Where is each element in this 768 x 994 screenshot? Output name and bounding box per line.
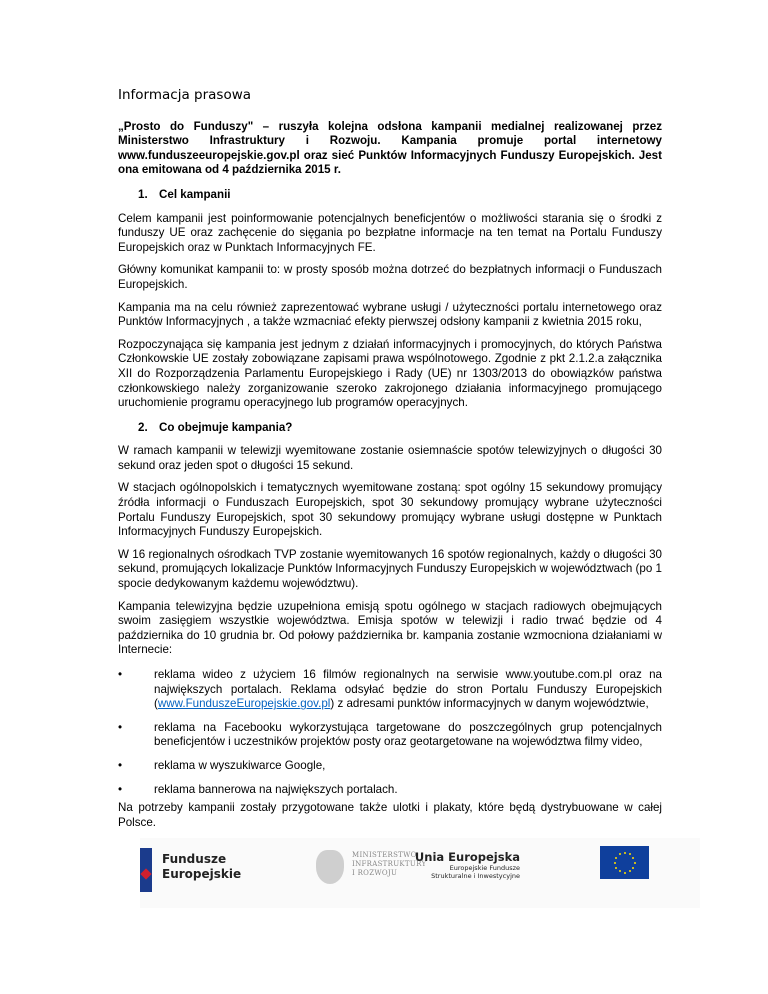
paragraph: W 16 regionalnych ośrodkach TVP zostanie wyemitowanych 16 spotów regionalnych, każdy o długości 30 sekund, promujących lokalizacje Punktów Informacyjnych Funduszy Europejskich w województwach (po 1 spocie dedykowanym każdemu województwu). <box>118 547 662 591</box>
document-body <box>118 88 662 838</box>
eu-star-icon <box>632 857 634 859</box>
intro-paragraph: „Prosto do Funduszy" – ruszyła kolejna odsłona kampanii medialnej realizowanej przez Ministerstwo Infrastruktury i Rozwoju. Kampania promuje portal internetowy www.funduszeeuropejskie.gov.pl oraz sieć Punktów Informacyjnych Funduszy Europejskich. Jest ona emitowana od 4 października 2015 r. <box>118 119 662 177</box>
eu-star-icon <box>629 870 631 872</box>
list-text: reklama w wyszukiwarce Google, <box>154 758 326 772</box>
list-item <box>118 668 662 712</box>
portal-link[interactable]: www.FunduszeEuropejskie.gov.pl <box>157 697 331 711</box>
list-item <box>118 721 662 750</box>
paragraph: Kampania ma na celu również zaprezentować wybrane usługi / użyteczności portalu internetowego oraz Punktów Informacyjnych , a także wzmacniać efekty pierwszej odsłony kampanii z kwietnia 2015 roku, <box>118 300 662 329</box>
eu-star-icon <box>614 862 616 864</box>
closing-paragraph: Na potrzeby kampanii zostały przygotowane także ulotki i plakaty, które będą dystrybuowane w całej Polsce. <box>118 801 662 829</box>
eu-star-icon <box>632 867 634 869</box>
polish-eagle-icon <box>316 850 344 884</box>
bullet-icon: • <box>118 720 123 734</box>
paragraph: Rozpoczynająca się kampania jest jednym z działań informacyjnych i promocyjnych, do których Państwa Członkowskie UE zostały zobowiązane zapisami prawa wspólnotowego. Zgodnie z pkt 2.1.2.a załącznika XII do Rozporządzenia Parlamentu Europejskiego i Rady (UE) nr 1303/2013 do obowiązków państwa członkowskiego należy zorganizowanie szeroko zakrojonego działania informacyjnego promującego uruchomienie programu operacyjnego lub programów operacyjnych. <box>118 337 662 410</box>
bullet-list <box>118 668 662 797</box>
section-heading-1 <box>118 188 662 203</box>
document-header: Informacja prasowa <box>118 87 252 103</box>
eu-star-icon <box>615 857 617 859</box>
paragraph: W stacjach ogólnopolskich i tematycznych wyemitowane zostaną: spot ogólny 15 sekundowy promujący źródła informacji o Funduszach Europejskich, spot 30 sekundowy promujący wybrane użyteczności Portalu Funduszy Europejskich, spot 30 sekundowy promujący wybrane usługi dostępne w Punktach Informacyjnych Funduszy Europejskich. <box>118 481 662 539</box>
section-heading-2 <box>118 421 662 436</box>
section-number: 1. <box>138 187 148 201</box>
eu-star-icon <box>629 853 631 855</box>
paragraph: Celem kampanii jest poinformowanie potencjalnych beneficjentów o możliwości starania się o środki z funduszy UE oraz zachęcenie do sięgania po bezpłatne informacje na ten temat na Portalu Funduszy Europejskich oraz w Punktach Informacyjnych FE. <box>118 211 662 254</box>
eu-star-icon <box>619 853 621 855</box>
section-title: Cel kampanii <box>159 187 231 201</box>
list-item <box>118 783 662 798</box>
list-text: reklama na Facebooku wykorzystująca targetowane do poszczególnych grup potencjalnych beneficjentów i uczestników projektów posty oraz geotargetowane na województwa filmy video, <box>154 720 662 749</box>
fundusze-europejskie-logo-text: Fundusze Europejskie <box>162 852 242 881</box>
section-number: 2. <box>138 420 148 434</box>
section-title: Co obejmuje kampania? <box>159 420 293 434</box>
list-text: ) z adresami punktów informacyjnych w danym województwie, <box>330 697 649 711</box>
eu-star-icon <box>624 852 626 854</box>
bullet-icon: • <box>118 782 123 796</box>
eu-flag-icon <box>600 846 649 879</box>
eu-star-icon <box>615 867 617 869</box>
paragraph: Główny komunikat kampanii to: w prosty sposób można dotrzeć do bezpłatnych informacji o Funduszach Europejskich. <box>118 263 662 291</box>
eu-star-icon <box>624 872 626 874</box>
list-text: reklama bannerowa na największych portalach. <box>154 782 398 796</box>
eu-logo-text: Unia Europejska Europejskie Fundusze Strukturalne i Inwestycyjne <box>414 850 520 880</box>
list-item <box>118 759 662 774</box>
paragraph: W ramach kampanii w telewizji wyemitowane zostanie osiemnaście spotów telewizyjnych o długości 30 sekund oraz jeden spot o długości 15 sekund. <box>118 444 662 472</box>
bullet-icon: • <box>118 758 123 772</box>
logo-bar <box>140 838 700 908</box>
list-text: reklama wideo z użyciem 16 filmów regionalnych na serwisie www.youtube.com.pl oraz na największych portalach. Reklama odsyłać będzie do stron Portalu Funduszy Europejskich ( <box>154 668 662 711</box>
bullet-icon: • <box>118 668 123 681</box>
eu-star-icon <box>619 870 621 872</box>
eu-star-icon <box>634 862 636 864</box>
paragraph: Kampania telewizyjna będzie uzupełniona emisją spotu ogólnego w stacjach radiowych obejmujących swoim zasięgiem wszystkie województwa. Emisja spotów w telewizji i radio trwać będzie od 4 października do 10 grudnia br. Od połowy października br. kampania zostanie wzmocniona działaniami w Internecie: <box>118 599 662 657</box>
fundusze-europejskie-logo-icon <box>140 848 152 892</box>
ministry-logo-text: MINISTERSTWO INFRASTRUKTURY I ROZWOJU <box>352 851 427 877</box>
